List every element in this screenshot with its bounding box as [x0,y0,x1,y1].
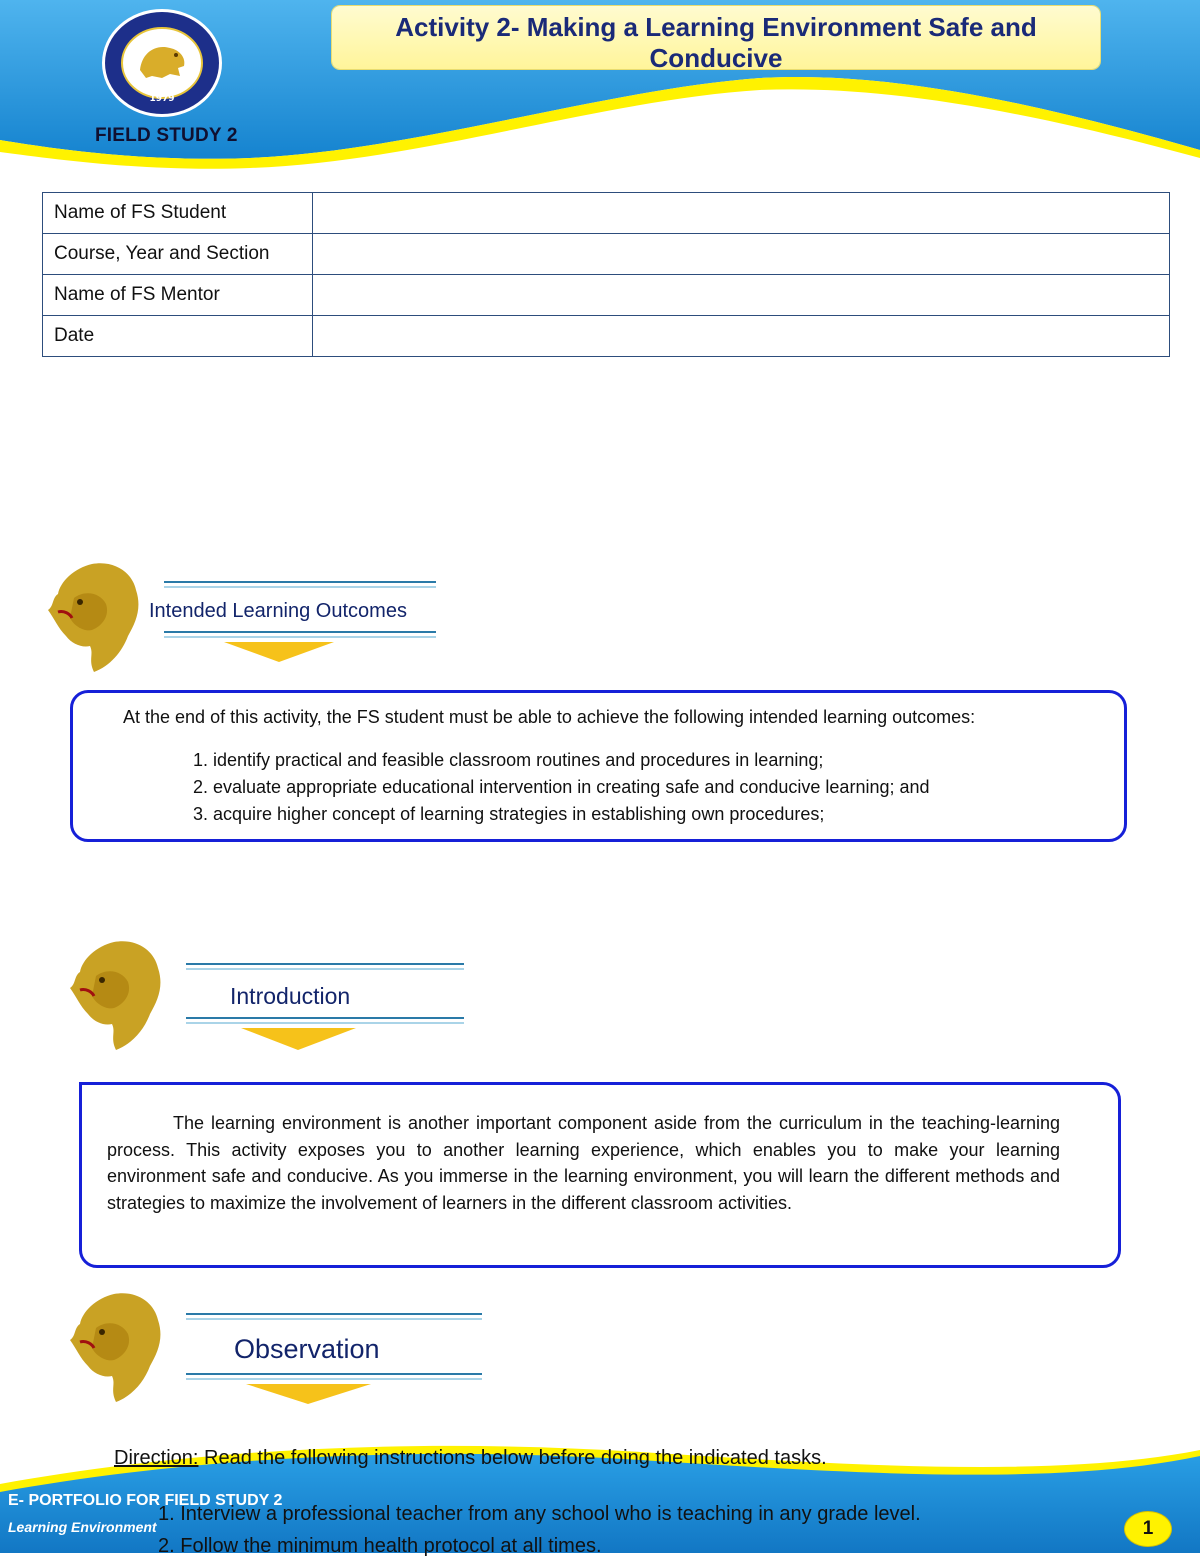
list-item: 2. evaluate appropriate educational intervention in creating safe and conducive learning; and [193,777,930,797]
observation-direction [114,1447,827,1470]
activity-title: Activity 2- Making a Learning Environment Safe and Conducive [395,12,1037,73]
list-item: 3. acquire higher concept of learning strategies in establishing own procedures; [193,804,825,824]
footer-title: E- PORTFOLIO FOR FIELD STUDY 2 [8,1492,283,1509]
table-row [43,234,1170,275]
university-seal-logo [100,8,224,118]
student-info-table [42,192,1170,357]
list-item: 1. Interview a professional teacher from any school who is teaching in any grade level. [158,1503,921,1525]
direction-text: Read the following instructions below before doing the indicated tasks. [198,1447,827,1469]
observation-section-header [66,1290,506,1405]
mentor-name-field[interactable] [313,275,1170,316]
table-row [43,193,1170,234]
date-field[interactable] [313,316,1170,357]
ilo-section-header [44,560,484,675]
list-item: 1. identify practical and feasible classroom routines and procedures in learning; [193,750,824,770]
observation-heading: Observation [234,1334,380,1364]
ilo-intro-text: At the end of this activity, the FS student must be able to achieve the following intended learning outcomes: [123,707,976,727]
student-name-field[interactable] [313,193,1170,234]
list-item: 2. Follow the minimum health protocol at all times. [158,1535,602,1557]
introduction-text: The learning environment is another important component aside from the curriculum in the teaching-learning process. This activity exposes you to another learning experience, which enables you to make your learning environment safe and conducive. As you immerse in the learning environment, you will learn the different methods and strategies to maximize the involvement of learners in the different classroom activities. [107,1113,1060,1213]
page-number-badge: 1 [1124,1511,1172,1547]
student-name-label: Name of FS Student [43,193,313,234]
mentor-name-label: Name of FS Mentor [43,275,313,316]
course-section-field[interactable] [313,234,1170,275]
svg-text:1979: 1979 [149,94,175,104]
introduction-heading: Introduction [230,983,351,1009]
field-study-label: FIELD STUDY 2 [95,125,238,146]
table-row [43,316,1170,357]
introduction-section-header [66,938,506,1053]
table-row [43,275,1170,316]
course-section-label: Course, Year and Section [43,234,313,275]
footer-subtitle: Learning Environment [8,1519,157,1535]
direction-label: Direction: [114,1447,199,1469]
ilo-heading: Intended Learning Outcomes [149,600,407,622]
activity-title-box [332,6,1100,73]
date-label: Date [43,316,313,357]
